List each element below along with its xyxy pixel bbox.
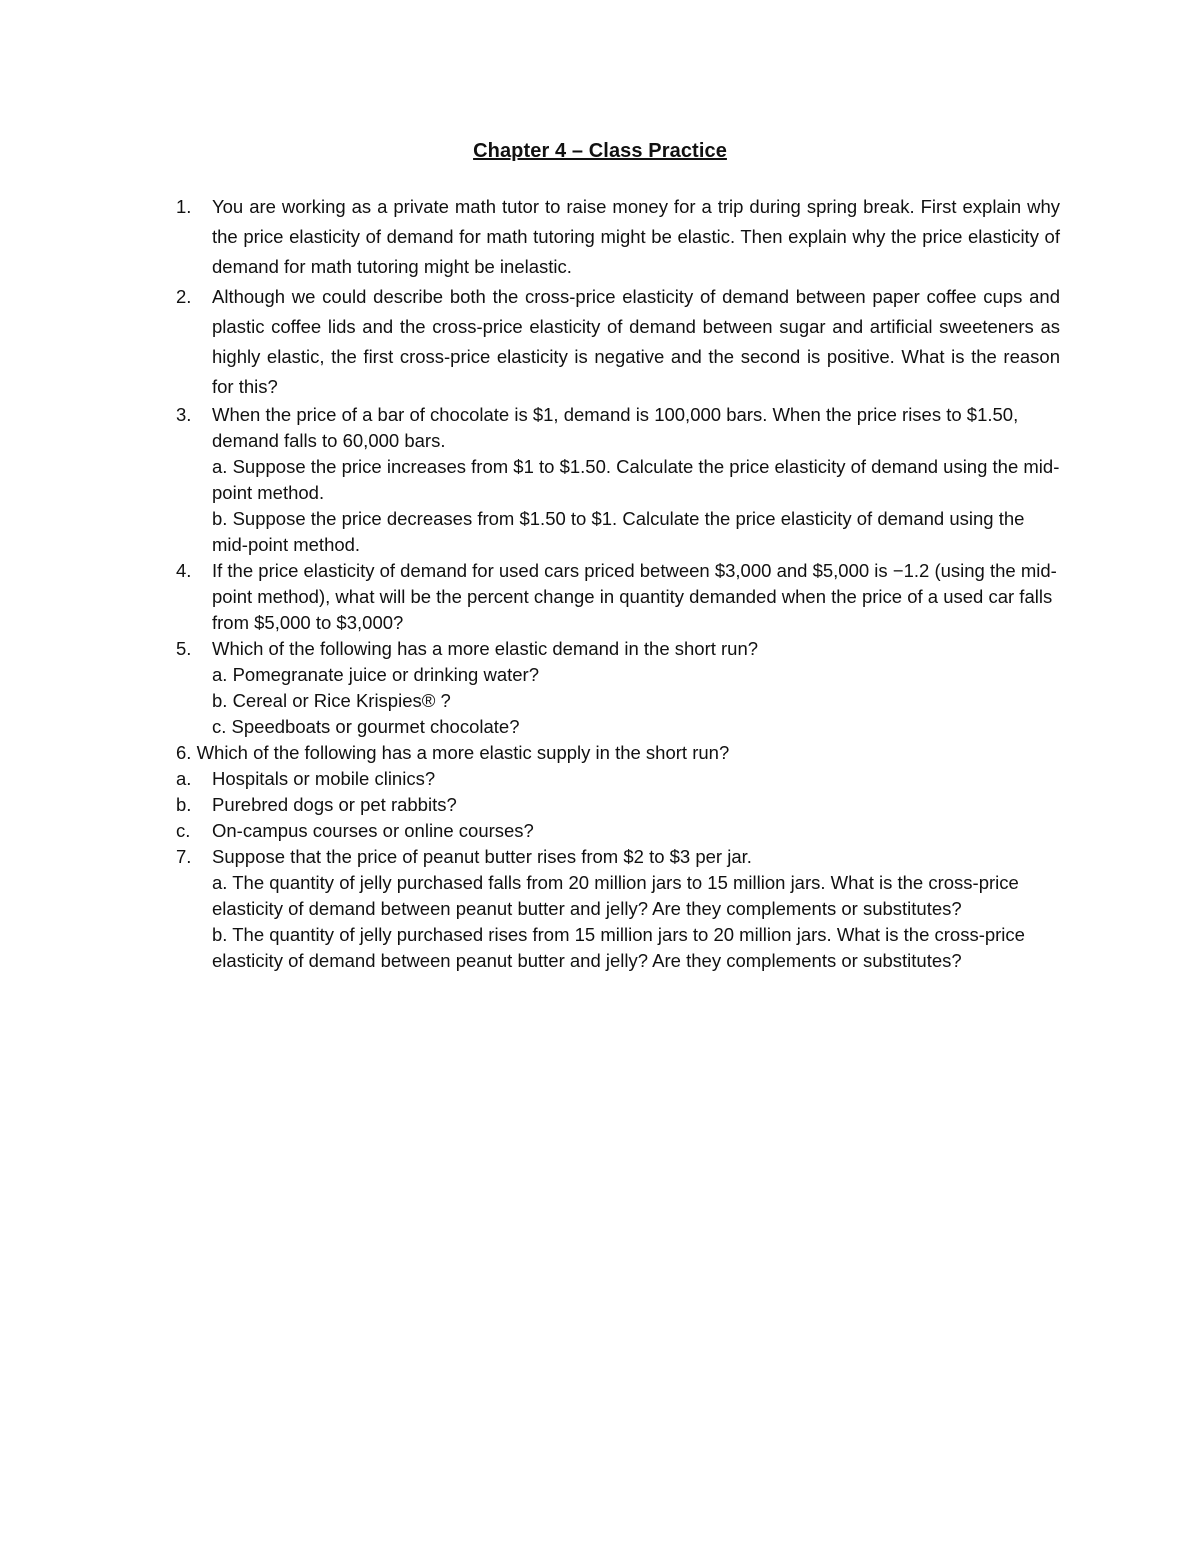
sub-question-b: b. Cereal or Rice Krispies® ? — [212, 690, 451, 711]
question-6-option-a — [176, 766, 1060, 792]
option-marker: c. — [176, 820, 191, 841]
question-6-option-b — [176, 792, 1060, 818]
question-7 — [176, 844, 1060, 974]
question-6 — [176, 740, 1060, 766]
question-number: 7. — [176, 846, 192, 867]
question-text: When the price of a bar of chocolate is $1, demand is 100,000 bars. When the price rises to $1.50, demand falls to 60,000 bars. — [212, 404, 1019, 451]
sub-question-a: a. Suppose the price increases from $1 to $1.50. Calculate the price elasticity of demand using the mid-point method. — [212, 456, 1060, 503]
question-5 — [176, 636, 1060, 740]
question-number: 3. — [176, 404, 192, 425]
question-text: If the price elasticity of demand for used cars priced between $3,000 and $5,000 is −1.2 (using the mid-point method), what will be the percent change in quantity demanded when the price of a used car falls from $5,000 to $3,000? — [212, 560, 1057, 633]
question-6-option-c — [176, 818, 1060, 844]
sub-question-c: c. Speedboats or gourmet chocolate? — [212, 716, 520, 737]
question-text: Although we could describe both the cross-price elasticity of demand between paper coffee cups and plastic coffee lids and the cross-price elasticity of demand between sugar and artificial sweeteners as highly elastic, the first cross-price elasticity is negative and the second is positive. What is the reason for this? — [212, 286, 1060, 397]
question-text: Suppose that the price of peanut butter rises from $2 to $3 per jar. — [212, 846, 752, 867]
option-marker: b. — [176, 794, 192, 815]
question-text: You are working as a private math tutor to raise money for a trip during spring break. First explain why the price elasticity of demand for math tutoring might be elastic. Then explain why the price elasticity of demand for math tutoring might be inelastic. — [212, 196, 1060, 277]
sub-question-a: a. The quantity of jelly purchased falls from 20 million jars to 15 million jars. What is the cross-price elasticity of demand between peanut butter and jelly? Are they complements or substitutes? — [212, 872, 1019, 919]
question-3 — [176, 402, 1060, 558]
question-1 — [176, 192, 1060, 282]
question-number: 5. — [176, 638, 192, 659]
question-number: 4. — [176, 560, 192, 581]
option-text: Hospitals or mobile clinics? — [212, 768, 436, 789]
question-list — [176, 192, 1060, 974]
sub-question-b: b. The quantity of jelly purchased rises from 15 million jars to 20 million jars. What is the cross-price elasticity of demand between peanut butter and jelly? Are they complements or substitutes? — [212, 924, 1025, 971]
option-marker: a. — [176, 768, 192, 789]
question-text: Which of the following has a more elastic demand in the short run? — [212, 638, 759, 659]
page-title: Chapter 4 – Class Practice — [473, 140, 727, 162]
question-4 — [176, 558, 1060, 636]
sub-question-b: b. Suppose the price decreases from $1.50 to $1. Calculate the price elasticity of demand using the mid-point method. — [212, 508, 1025, 555]
question-text: 6. Which of the following has a more elastic supply in the short run? — [176, 742, 730, 763]
question-number: 1. — [176, 196, 192, 217]
question-2 — [176, 282, 1060, 402]
option-text: On-campus courses or online courses? — [212, 820, 534, 841]
question-number: 2. — [176, 286, 192, 307]
option-text: Purebred dogs or pet rabbits? — [212, 794, 457, 815]
sub-question-a: a. Pomegranate juice or drinking water? — [212, 664, 540, 685]
